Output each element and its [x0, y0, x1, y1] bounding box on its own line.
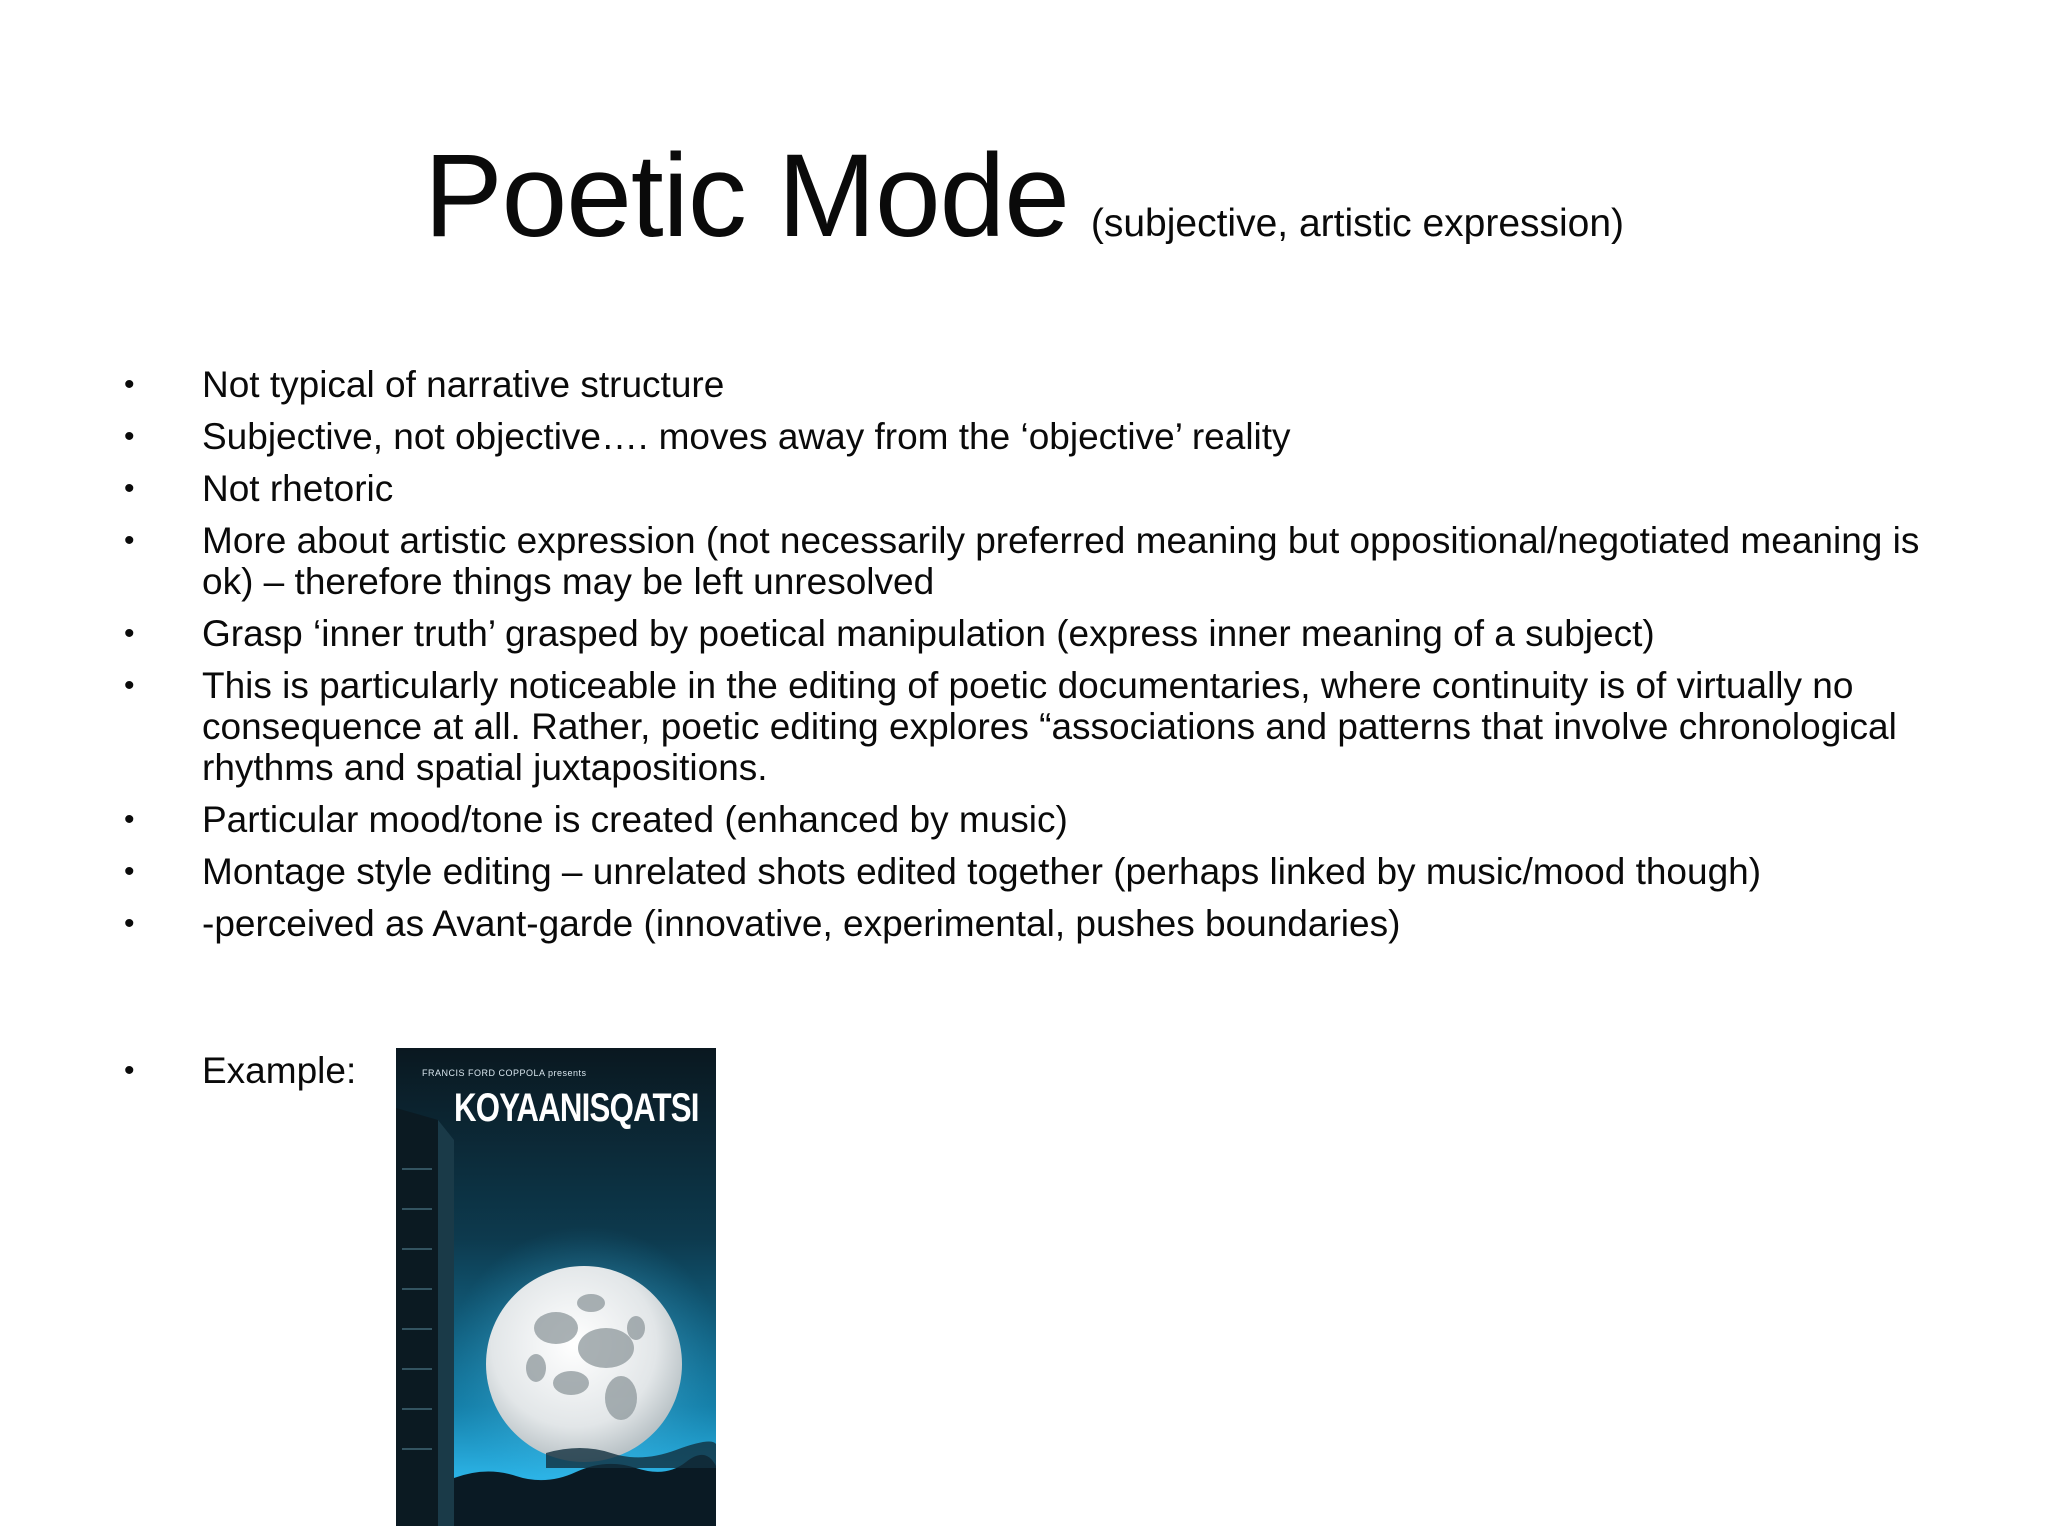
bullet-item	[124, 613, 1964, 654]
example-label: Example:	[202, 1050, 357, 1091]
bullet-text: Particular mood/tone is created (enhanced by music)	[202, 799, 1068, 840]
bullet-text: Not rhetoric	[202, 468, 394, 509]
bullet-dot: •	[124, 855, 135, 888]
bullet-dot: •	[124, 803, 135, 836]
title-main: Poetic Mode	[423, 130, 1069, 262]
movie-poster-image	[396, 1048, 716, 1526]
bullet-item	[124, 851, 1964, 892]
title-subtitle: (subjective, artistic expression)	[1090, 202, 1625, 245]
bullet-text: More about artistic expression (not necessarily preferred meaning but oppositional/negotiated meaning is ok) – therefore things may be left unresolved	[202, 520, 1920, 602]
bullet-item	[124, 416, 1964, 457]
poster-credit: FRANCIS FORD COPPOLA presents	[422, 1068, 587, 1078]
skyscraper-icon	[396, 1108, 438, 1526]
bullet-text: Subjective, not objective…. moves away from the ‘objective’ reality	[202, 416, 1291, 457]
slide-title	[0, 128, 2048, 264]
bullet-dot: •	[124, 472, 135, 505]
bullet-dot: •	[124, 1054, 135, 1087]
bullet-dot: •	[124, 669, 135, 702]
bullet-dot: •	[124, 524, 135, 557]
bullet-text: Grasp ‘inner truth’ grasped by poetical manipulation (express inner meaning of a subject)	[202, 613, 1655, 654]
bullet-text: Montage style editing – unrelated shots edited together (perhaps linked by music/mood though)	[202, 851, 1762, 892]
poster-title: KOYAANISQATSI	[454, 1086, 699, 1130]
bullet-text: -perceived as Avant-garde (innovative, experimental, pushes boundaries)	[202, 903, 1401, 944]
bullet-text: Not typical of narrative structure	[202, 364, 725, 405]
bullet-item	[124, 520, 1964, 602]
skyscraper-side	[438, 1120, 454, 1526]
bullet-item	[124, 799, 1964, 840]
bullet-item	[124, 665, 1964, 788]
bullet-item	[124, 903, 1964, 944]
bullet-text: This is particularly noticeable in the editing of poetic documentaries, where continuity is of virtually no consequence at all. Rather, poetic editing explores “associations and patterns that involve chronological rhythms and spatial juxtapositions.	[202, 665, 1897, 788]
bullet-dot: •	[124, 617, 135, 650]
bullet-dot: •	[124, 907, 135, 940]
bullet-item	[124, 364, 1964, 405]
bullet-dot: •	[124, 368, 135, 401]
bullet-list	[124, 364, 1964, 955]
bullet-dot: •	[124, 420, 135, 453]
bullet-item	[124, 468, 1964, 509]
example-bullet	[124, 1050, 356, 1091]
